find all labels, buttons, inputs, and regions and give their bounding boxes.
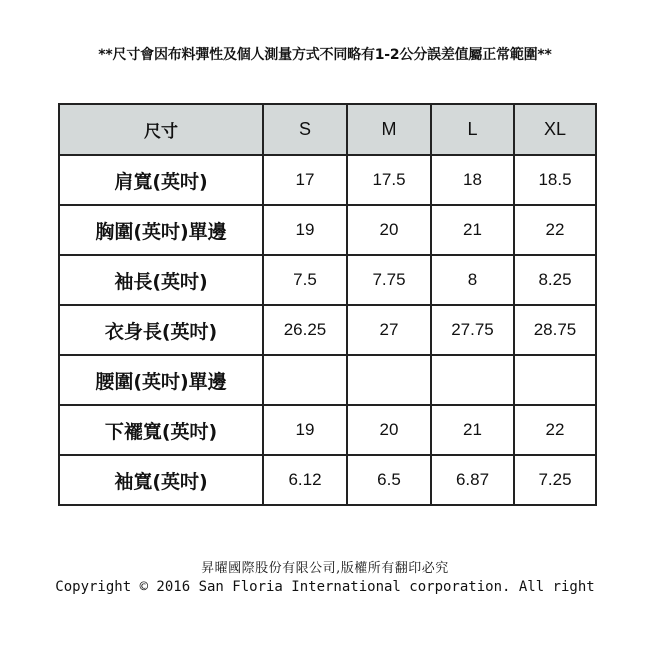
row-label-sleeve-length: 袖長(英吋) <box>59 255 263 305</box>
table-row <box>59 155 596 205</box>
table-cell: 8 <box>431 255 514 305</box>
row-label-hem-width: 下襬寬(英吋) <box>59 405 263 455</box>
table-cell: 27.75 <box>431 305 514 355</box>
table-cell <box>347 355 431 405</box>
table-cell: 26.25 <box>263 305 347 355</box>
table-cell: 21 <box>431 205 514 255</box>
table-cell: 19 <box>263 205 347 255</box>
header-size-s: S <box>263 104 347 155</box>
table-cell: 6.87 <box>431 455 514 505</box>
copyright-notice: Copyright © 2016 San Floria International corporation. All right <box>55 579 595 595</box>
header-size-label: 尺寸 <box>59 104 263 155</box>
header-size-xl: XL <box>514 104 596 155</box>
table-row <box>59 305 596 355</box>
table-cell: 18 <box>431 155 514 205</box>
table-cell <box>431 355 514 405</box>
table-row <box>59 455 596 505</box>
table-cell: 20 <box>347 405 431 455</box>
size-chart-table <box>58 103 597 506</box>
table-cell: 21 <box>431 405 514 455</box>
table-cell: 6.5 <box>347 455 431 505</box>
table-row <box>59 405 596 455</box>
table-cell: 28.75 <box>514 305 596 355</box>
measurement-note: **尺寸會因布料彈性及個人測量方式不同略有1-2公分誤差值屬正常範圍** <box>98 47 552 63</box>
table-cell: 18.5 <box>514 155 596 205</box>
table-cell: 17 <box>263 155 347 205</box>
table-cell <box>514 355 596 405</box>
table-row <box>59 255 596 305</box>
company-rights-notice: 昇曜國際股份有限公司,版權所有翻印必究 <box>201 561 449 576</box>
header-size-l: L <box>431 104 514 155</box>
header-size-m: M <box>347 104 431 155</box>
table-cell: 17.5 <box>347 155 431 205</box>
table-cell <box>263 355 347 405</box>
table-row <box>59 355 596 405</box>
table-cell: 20 <box>347 205 431 255</box>
table-cell: 22 <box>514 405 596 455</box>
row-label-body-length: 衣身長(英吋) <box>59 305 263 355</box>
table-cell: 7.5 <box>263 255 347 305</box>
row-label-waist: 腰圍(英吋)單邊 <box>59 355 263 405</box>
table-cell: 7.25 <box>514 455 596 505</box>
table-cell: 6.12 <box>263 455 347 505</box>
table-cell: 19 <box>263 405 347 455</box>
row-label-sleeve-width: 袖寬(英吋) <box>59 455 263 505</box>
table-cell: 27 <box>347 305 431 355</box>
table-cell: 7.75 <box>347 255 431 305</box>
table-cell: 8.25 <box>514 255 596 305</box>
table-row <box>59 205 596 255</box>
row-label-chest: 胸圍(英吋)單邊 <box>59 205 263 255</box>
table-header-row <box>59 104 596 155</box>
row-label-shoulder-width: 肩寬(英吋) <box>59 155 263 205</box>
table-cell: 22 <box>514 205 596 255</box>
